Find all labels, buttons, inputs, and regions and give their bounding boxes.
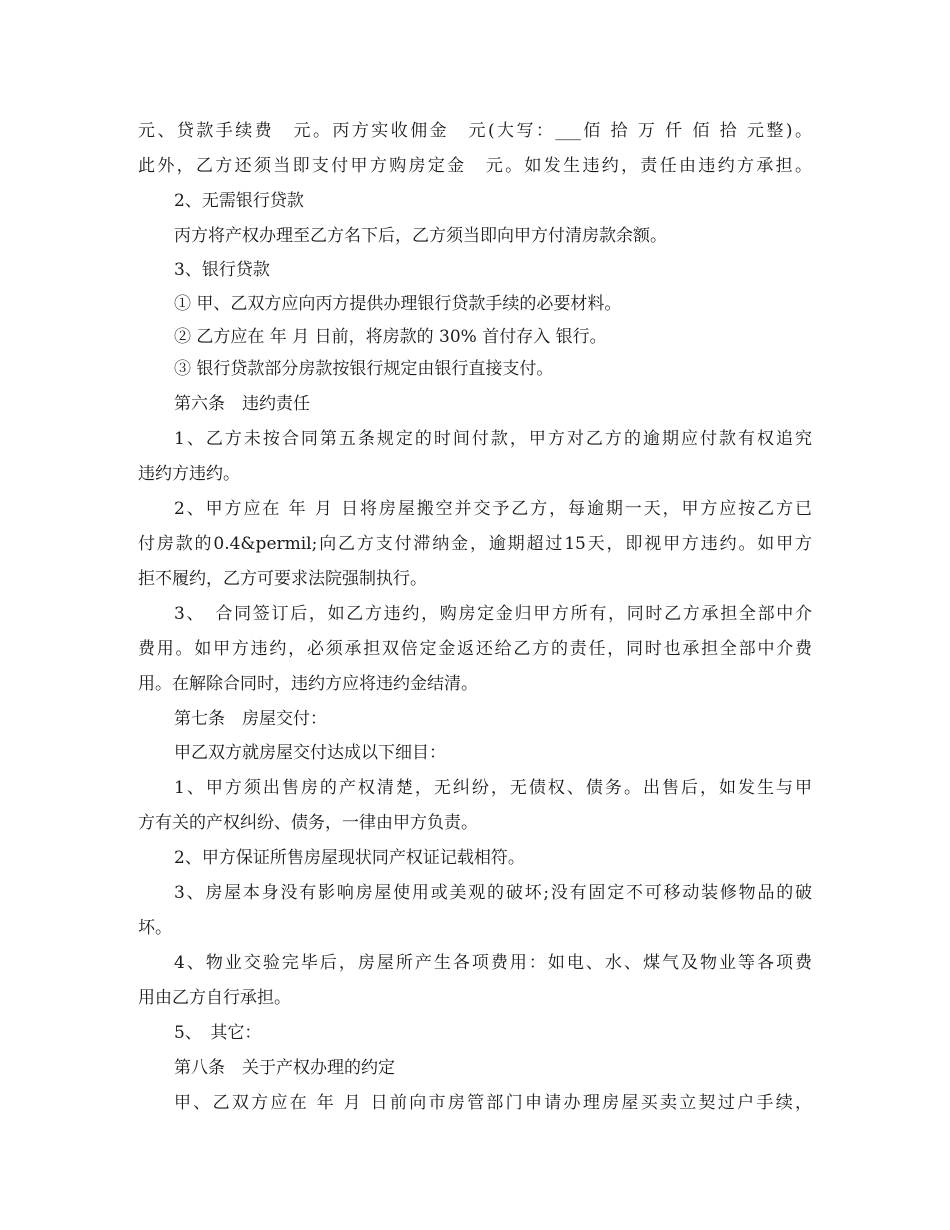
article-heading: 第七条 房屋交付： [174, 709, 327, 729]
text-line: 1、乙方未按合同第五条规定的时间付款，甲方对乙方的逾期应付款有权追究 [174, 429, 812, 449]
text-line: 丙方将产权办理至乙方名下后，乙方须当即向甲方付清房款余额。 [174, 226, 667, 246]
text-line: 付房款的0.4&permil;向乙方支付滞纳金，逾期超过15天，即视甲方违约。如甲方 [138, 534, 812, 554]
text-line: 费用。如甲方违约，必须承担双倍定金返还给乙方的责任，同时也承担全部中介费 [138, 639, 812, 659]
text-line: 用由乙方自行承担。 [138, 988, 291, 1008]
section-heading: 2、无需银行贷款 [174, 191, 304, 211]
text-line: 5、 其它： [174, 1023, 262, 1043]
text-line: 4、物业交验完毕后，房屋所产生各项费用：如电、水、煤气及物业等各项费 [174, 953, 812, 973]
text-line: 违约方违约。 [138, 464, 240, 484]
section-heading: 3、银行贷款 [174, 260, 270, 280]
text-line: 甲乙双方就房屋交付达成以下细目： [174, 743, 446, 763]
text-line: 3、 合同签订后，如乙方违约，购房定金归甲方所有，同时乙方承担全部中介 [174, 604, 812, 624]
text-line: 1、甲方须出售房的产权清楚，无纠纷，无债权、债务。出售后，如发生与甲 [174, 778, 812, 798]
article-heading: 第六条 违约责任 [174, 394, 310, 414]
list-item: ① 甲、乙双方应向丙方提供办理银行贷款手续的必要材料。 [174, 294, 622, 314]
text-line: 用。在解除合同时，违约方应将违约金结清。 [138, 674, 478, 694]
text-line: 3、房屋本身没有影响房屋使用或美观的破坏;没有固定不可移动装修物品的破 [174, 883, 812, 903]
text-line: 拒不履约，乙方可要求法院强制执行。 [138, 569, 427, 589]
text-line: 此外，乙方还须当即支付甲方购房定金 元。如发生违约，责任由违约方承担。 [138, 156, 812, 176]
text-line: 元、贷款手续费 元。丙方实收佣金 元(大写：___佰 拾 万 仟 佰 拾 元整)。 [138, 121, 812, 141]
text-line: 方有关的产权纠纷、债务，一律由甲方负责。 [138, 813, 478, 833]
list-item: ③ 银行贷款部分房款按银行规定由银行直接支付。 [174, 359, 554, 379]
list-item: ② 乙方应在 年 月 日前，将房款的 30% 首付存入 银行。 [174, 327, 607, 347]
article-heading: 第八条 关于产权办理的约定 [174, 1058, 395, 1078]
text-line: 坏。 [138, 918, 172, 938]
text-line: 2、甲方应在 年 月 日将房屋搬空并交予乙方，每逾期一天，甲方应按乙方已 [174, 499, 812, 519]
text-line: 甲、乙双方应在 年 月 日前向市房管部门申请办理房屋买卖立契过户手续， [174, 1093, 812, 1113]
text-line: 2、甲方保证所售房屋现状同产权证记载相符。 [174, 848, 525, 868]
